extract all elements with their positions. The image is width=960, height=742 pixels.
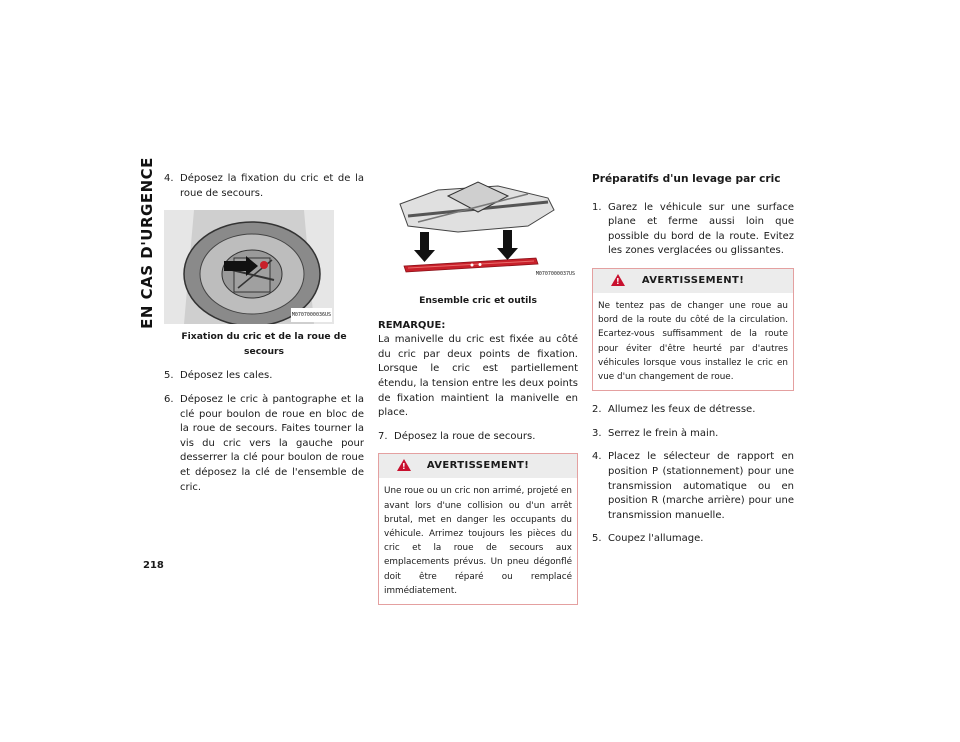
step-2: [592, 403, 794, 418]
warning-box: [592, 268, 794, 391]
warning-text: Une roue ou un cric non arrimé, projeté en avant lors d'une collision ou d'un arrêt brutal, met en danger les occupants du véhicule. Arrimez toujours les pièces du cric et la roue de secours aux emplacements prévus. Un pneu dégonflé doit être réparé ou remplacé immédiatement.: [384, 486, 572, 596]
step-text: Serrez le frein à main.: [608, 427, 719, 439]
section-tab-label: EN CAS D'URGENCE: [138, 157, 156, 329]
step-number: 2.: [592, 404, 602, 416]
jack-tools-figure: [378, 176, 578, 288]
step-text: Placez le sélecteur de rapport en position P (stationnement) pour une transmission automatique ou en position R (marche arrière) pour une transmission manuelle.: [608, 451, 794, 521]
warning-header: [593, 269, 793, 293]
step-4: [164, 172, 364, 201]
page-number: 218: [143, 560, 164, 571]
warning-icon: [611, 274, 625, 286]
figure-caption: Fixation du cric et de la roue de secours: [181, 331, 347, 357]
step-6: [164, 393, 364, 495]
column-3: [592, 172, 794, 556]
section-heading: Préparatifs d'un levage par cric: [592, 173, 781, 185]
step-number: 7.: [378, 430, 388, 442]
step-text: Allumez les feux de détresse.: [608, 404, 756, 416]
step-5: [164, 369, 364, 384]
column-1: [164, 172, 364, 504]
warning-box: [378, 453, 578, 605]
warning-icon: [397, 459, 411, 471]
step-number: 5.: [592, 533, 602, 545]
step-text: Déposez la fixation du cric et de la roue de secours.: [180, 173, 364, 199]
note-title: REMARQUE:: [378, 319, 446, 331]
step-3: [592, 427, 794, 442]
step-text: Garez le véhicule sur une surface plane et ferme aussi loin que possible du bord de la route. Evitez les zones verglacées ou glissantes.: [608, 201, 794, 257]
warning-header: [379, 454, 577, 478]
figure-caption: Ensemble cric et outils: [419, 295, 537, 306]
warning-title: AVERTISSEMENT!: [426, 460, 530, 472]
step-text: Déposez le cric à pantographe et la clé pour boulon de roue en bloc de la roue de secours. Faites tourner la vis du cric vers la gauche pour desserrer la clé pour boulon de roue et déposez la clé de l'ensemble de cric.: [180, 393, 364, 493]
warning-text: Ne tentez pas de changer une roue au bord de la route du côté de la circulation. Ecartez-vous suffisamment de la route pour éviter d'être heurté par d'autres véhicules lorsque vous installez le cric en vue d'un changement de roue.: [598, 300, 788, 382]
step-number: 1.: [592, 201, 602, 213]
step-number: 4.: [592, 451, 602, 463]
step-number: 6.: [164, 393, 174, 405]
spare-wheel-figure: [164, 210, 334, 324]
figure-code: M0707000036US: [291, 308, 332, 323]
step-4: [592, 450, 794, 523]
note-text: La manivelle du cric est fixée au côté du cric par deux points de fixation. Lorsque le cric est partiellement étendu, la tension entre les deux points de fixation maintient la manivelle en place.: [378, 334, 578, 419]
step-text: Coupez l'allumage.: [608, 533, 704, 545]
warning-title: AVERTISSEMENT!: [641, 274, 745, 286]
step-5: [592, 532, 794, 547]
step-text: Déposez la roue de secours.: [394, 430, 536, 442]
step-number: 4.: [164, 173, 174, 184]
column-2: [378, 176, 578, 617]
step-text: Déposez les cales.: [180, 370, 273, 382]
figure-code: M0707000037US: [535, 267, 576, 282]
section-tab: [136, 157, 158, 329]
step-number: 5.: [164, 370, 174, 382]
step-1: [592, 201, 794, 259]
step-number: 3.: [592, 427, 602, 439]
step-7: [378, 430, 578, 445]
